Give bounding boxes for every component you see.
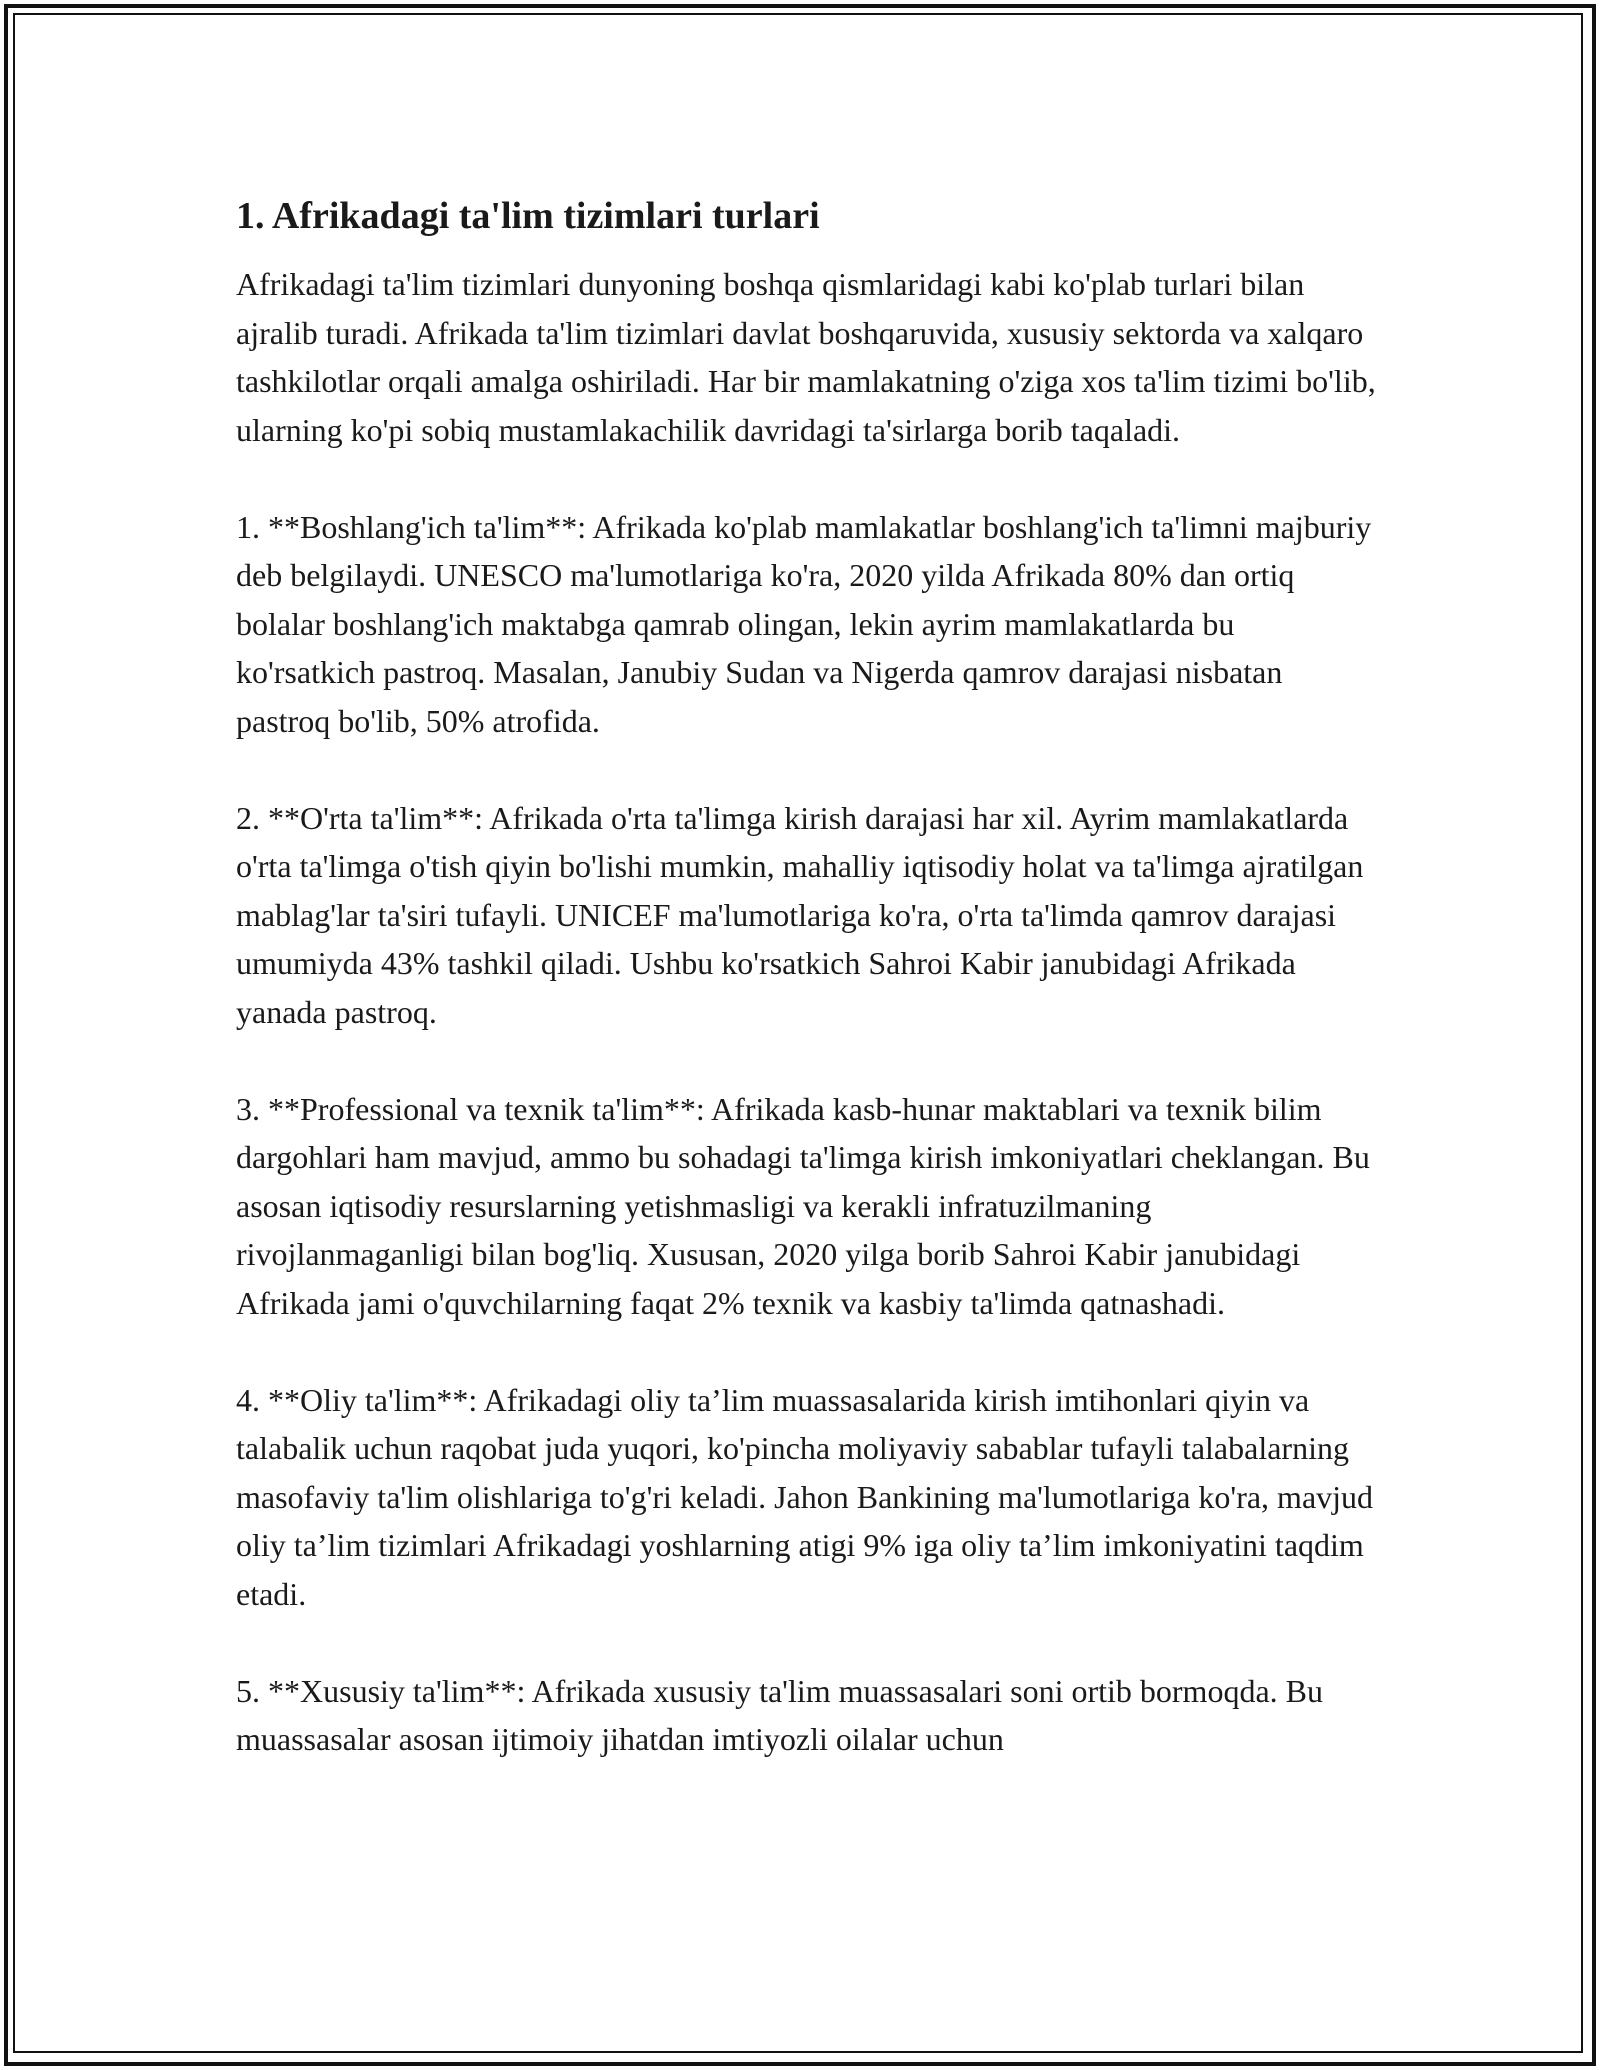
paragraph-vocational-education: 3. **Professional va texnik ta'lim**: Afrikada kasb-hunar maktablari va texnik bilim dargohlari ham mavjud, ammo bu sohadagi ta'limga kirish imkoniyatlari cheklangan. Bu asosan iqtisodiy resurslarning yetishmasligi va kerakli infratuzilmaning rivojlanmaganligi bilan bog'liq. Xususan, 2020 yilga borib Sahroi Kabir janubidagi Afrikada jami o'quvchilarning faqat 2% texnik va kasbiy ta'limda qatnashadi.: [236, 1090, 1370, 1321]
document-body: [236, 188, 1376, 1812]
paragraph-private-education: 5. **Xususiy ta'lim**: Afrikada xususiy ta'lim muassasalari soni ortib bormoqda. Bu muassasalar asosan ijtimoiy jihatdan imtiyozli oilalar uchun: [236, 1672, 1323, 1757]
paragraph-higher-education: 4. **Oliy ta'lim**: Afrikadagi oliy ta’lim muassasalarida kirish imtihonlari qiyin va talabalik uchun raqobat juda yuqori, ko'pincha moliyaviy sabablar tufayli talabalarning masofaviy ta'lim olishlariga to'g'ri keladi. Jahon Bankining ma'lumotlariga ko'ra, mavjud oliy ta’lim tizimlari Afrikadagi yoshlarning atigi 9% iga oliy ta’lim imkoniyatini taqdim etadi.: [236, 1381, 1374, 1612]
intro-paragraph: Afrikadagi ta'lim tizimlari dunyoning boshqa qismlaridagi kabi ko'plab turlari bilan ajralib turadi. Afrikada ta'lim tizimlari davlat boshqaruvida, xususiy sektorda va xalqaro tashkilotlar orqali amalga oshiriladi. Har bir mamlakatning o'ziga xos ta'lim tizimi bo'lib, ularning ko'pi sobiq mustamlakachilik davridagi ta'sirlarga borib taqaladi.: [236, 266, 1376, 448]
paragraph-secondary-education: 2. **O'rta ta'lim**: Afrikada o'rta ta'limga kirish darajasi har xil. Ayrim mamlakatlarda o'rta ta'limga o'tish qiyin bo'lishi mumkin, mahalliy iqtisodiy holat va ta'limga ajratilgan mablag'lar ta'siri tufayli. UNICEF ma'lumotlariga ko'ra, o'rta ta'limda qamrov darajasi umumiyda 43% tashkil qiladi. Ushbu ko'rsatkich Sahroi Kabir janubidagi Afrikada yanada pastroq.: [236, 799, 1364, 1030]
section-heading: 1. Afrikadagi ta'lim tizimlari turlari: [236, 195, 820, 237]
paragraph-primary-education: 1. **Boshlang'ich ta'lim**: Afrikada ko'plab mamlakatlar boshlang'ich ta'limni majburiy deb belgilaydi. UNESCO ma'lumotlariga ko'ra, 2020 yilda Afrikada 80% dan ortiq bolalar boshlang'ich maktabga qamrab olingan, lekin ayrim mamlakatlarda bu ko'rsatkich pastroq. Masalan, Janubiy Sudan va Nigerda qamrov darajasi nisbatan pastroq bo'lib, 50% atrofida.: [236, 508, 1372, 739]
